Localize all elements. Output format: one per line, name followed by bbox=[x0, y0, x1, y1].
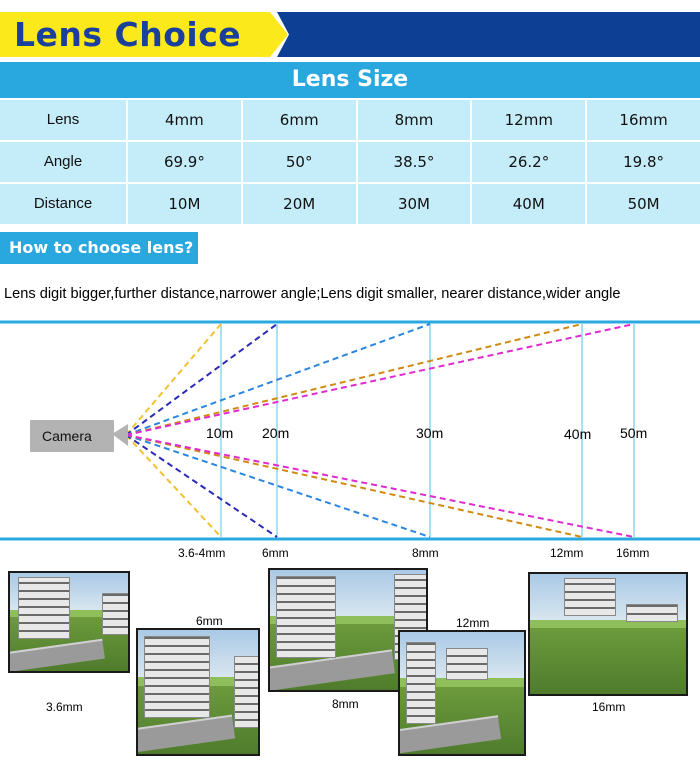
lens-label-3-6-4mm: 3.6-4mm bbox=[178, 546, 226, 560]
table-cell: 20M bbox=[243, 184, 356, 224]
table-title: Lens Size bbox=[0, 62, 700, 98]
photo-caption-8mm: 8mm bbox=[332, 697, 359, 711]
header-blue-banner bbox=[277, 12, 700, 57]
lens-rays bbox=[126, 324, 634, 537]
distance-label-30m: 30m bbox=[416, 425, 444, 441]
lens-size-table bbox=[0, 100, 700, 226]
lens-label-16mm: 16mm bbox=[616, 546, 650, 560]
distance-label-40m: 40m bbox=[564, 426, 592, 442]
table-cell: 16mm bbox=[587, 100, 700, 140]
lens-label-8mm: 8mm bbox=[412, 546, 439, 560]
photo-12mm bbox=[398, 630, 526, 756]
ray-lens-12-top bbox=[126, 324, 582, 435]
camera-lens-icon bbox=[112, 424, 128, 446]
page-title: Lens Choice bbox=[14, 15, 242, 54]
photo-6mm bbox=[136, 628, 260, 756]
table-row-angle bbox=[0, 142, 700, 182]
table-cell: 12mm bbox=[472, 100, 585, 140]
table-cell: 4mm bbox=[128, 100, 241, 140]
lens-label-12mm: 12mm bbox=[550, 546, 584, 560]
table-row-distance bbox=[0, 184, 700, 224]
table-cell: 8mm bbox=[358, 100, 471, 140]
table-cell: 50M bbox=[587, 184, 700, 224]
distance-label-20m: 20m bbox=[262, 425, 290, 441]
table-cell: 26.2° bbox=[472, 142, 585, 182]
ray-lens-6-bottom bbox=[126, 435, 277, 537]
table-cell: 6mm bbox=[243, 100, 356, 140]
photo-3-6mm bbox=[8, 571, 130, 673]
table-cell: 10M bbox=[128, 184, 241, 224]
photo-caption-3-6mm: 3.6mm bbox=[46, 700, 83, 714]
distance-label-10m: 10m bbox=[206, 425, 234, 441]
ray-lens-12-bottom bbox=[126, 435, 582, 537]
row-header: Angle bbox=[0, 142, 126, 182]
photo-caption-12mm: 12mm bbox=[456, 616, 490, 630]
photo-caption-16mm: 16mm bbox=[592, 700, 626, 714]
table-cell: 38.5° bbox=[358, 142, 471, 182]
table-cell: 69.9° bbox=[128, 142, 241, 182]
table-cell: 19.8° bbox=[587, 142, 700, 182]
distance-label-50m: 50m bbox=[620, 425, 648, 441]
table-cell: 30M bbox=[358, 184, 471, 224]
table-cell: 50° bbox=[243, 142, 356, 182]
table-cell: 40M bbox=[472, 184, 585, 224]
row-header: Distance bbox=[0, 184, 126, 224]
how-to-choose-heading: How to choose lens? bbox=[0, 232, 198, 264]
ray-lens-6-top bbox=[126, 324, 277, 435]
row-header: Lens bbox=[0, 100, 126, 140]
camera-label: Camera bbox=[30, 420, 114, 452]
lens-rule-text: Lens digit bigger,further distance,narrower angle;Lens digit smaller, nearer distance,wider angle bbox=[4, 286, 621, 302]
lens-label-6mm: 6mm bbox=[262, 546, 289, 560]
photo-caption-6mm: 6mm bbox=[196, 614, 223, 628]
table-row-lens bbox=[0, 100, 700, 140]
photo-16mm bbox=[528, 572, 688, 696]
